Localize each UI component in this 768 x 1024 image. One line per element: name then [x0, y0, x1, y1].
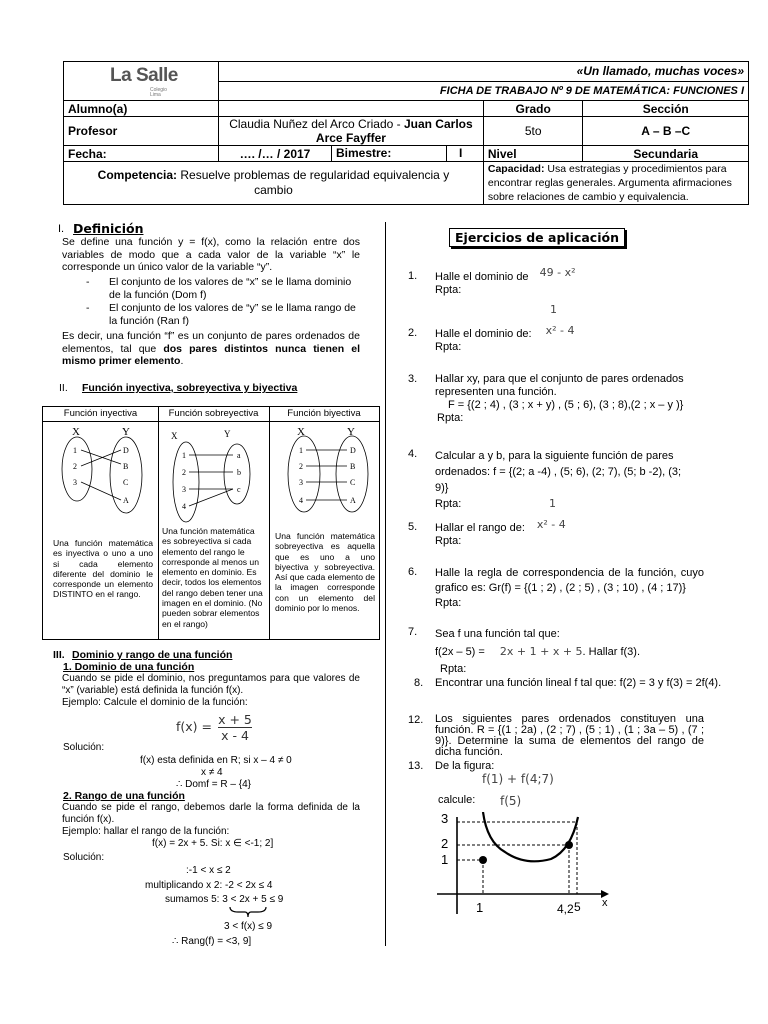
sec1-bullet-1: - El conjunto de los valores de “x” se le llama dominio de la función (Dom f): [86, 276, 352, 301]
svg-text:D: D: [123, 446, 129, 455]
set-y-label: Y: [122, 426, 130, 438]
sec1-p1: Se define una función y = f(x), como la relación entre dos variables de modo que a cada valor de la variable “x” le corresponde un único valor de la variable “y”.: [62, 236, 360, 273]
parabola-curve: [483, 812, 578, 861]
svg-text:A: A: [123, 496, 129, 505]
svg-text:3: 3: [73, 478, 77, 487]
svg-text:B: B: [350, 462, 356, 471]
ftype-head: Función sobreyectiva: [158, 407, 269, 422]
profesor-value: Claudia Nuñez del Arco Criado - Juan Carlos Arce Fayffer: [219, 117, 484, 146]
ftype-desc: Una función matemática sobreyectiva es aquella que es uno a uno biyectiva y sobreyectiva. Así que cada elemento de la imagen corresponde con un elemento del dominio por lo menos.: [275, 531, 375, 614]
svg-text:2: 2: [299, 462, 303, 471]
sec2-title: Función inyectiva, sobreyectiva y biyectiva: [82, 382, 298, 394]
column-divider: [385, 222, 386, 946]
ftype-desc: Una función matemática es inyectiva o uno a uno si cada elemento diferente del dominio le corresponde un elemento DISTINTO en el rango.: [53, 538, 153, 600]
sec2-num: II.: [59, 382, 68, 394]
motto: «Un llamado, muchas voces»: [219, 62, 749, 82]
solution-line-2: x ≠ 4: [201, 767, 223, 778]
seccion-label: Sección: [583, 101, 749, 117]
y-tick-3: 3: [441, 812, 449, 826]
sub2-title: 2. Rango de una función: [63, 790, 185, 802]
ftype-biyectiva: [269, 407, 379, 639]
ftype-inyectiva: [43, 407, 159, 639]
sec1-num: I.: [58, 223, 65, 235]
bimestre-label: Bimestre:: [332, 146, 447, 161]
svg-text:4: 4: [299, 496, 303, 505]
svg-text:c: c: [237, 485, 241, 494]
sub2-function: f(x) = 2x + 5. Si: x ∈ <-1; 2]: [152, 838, 274, 849]
sheet-title: FICHA DE TRABAJO Nº 9 DE MATEMÁTICA: FUNCIONES I: [219, 81, 749, 101]
range-step-4: 3 < f(x) ≤ 9: [224, 921, 273, 932]
header-table: [63, 61, 749, 205]
fecha-value[interactable]: …. /… / 2017: [219, 146, 332, 162]
sub2-p: Cuando se pide el rango, debemos darle la forma definida de la función f(x).: [62, 802, 360, 825]
x-tick-3: 5: [574, 900, 581, 914]
svg-text:X: X: [297, 426, 305, 438]
sec1-bullets: [86, 276, 360, 327]
solution-label-2: Solución:: [63, 852, 105, 863]
ftype-head: Función inyectiva: [43, 407, 158, 422]
bimestre-cell: [332, 146, 484, 162]
fecha-label: Fecha:: [64, 146, 219, 162]
svg-text:Y: Y: [224, 429, 231, 439]
alumno-label: Alumno(a): [64, 101, 219, 117]
grado-label: Grado: [483, 101, 583, 117]
y-tick-1: 1: [441, 852, 449, 867]
logo-cell: [64, 62, 219, 101]
seccion-value: A – B –C: [583, 117, 749, 146]
svg-text:3: 3: [182, 485, 186, 494]
svg-text:2: 2: [182, 468, 186, 477]
svg-text:A: A: [350, 496, 356, 505]
competencia-cell: Competencia: Resuelve problemas de regularidad equivalencia y cambio: [64, 162, 484, 205]
svg-text:2: 2: [73, 462, 77, 471]
function-types-table: [42, 406, 380, 640]
solution-line-3: ∴ Domf = R – {4}: [176, 779, 252, 790]
solution-label: Solución:: [63, 742, 105, 753]
sub2-example: Ejemplo: hallar el rango de la función:: [62, 826, 230, 837]
sec1-bullet-2: - El conjunto de los valores de “y” se le llama rango de la función (Ran f): [86, 302, 356, 327]
svg-text:1: 1: [299, 446, 303, 455]
svg-text:Y: Y: [347, 426, 355, 438]
sub1-p: Cuando se pide el dominio, nos preguntamos para que valores de “x” (variable) está definida la función f(x).: [62, 673, 360, 696]
y-tick-2: 2: [441, 836, 449, 851]
domain-ellipse: [62, 437, 92, 501]
sec1-p2: Es decir, una función “f” es un conjunto de pares ordenados de elementos, tal que dos pares distintos nunca tienen el mismo primer elemento.: [62, 330, 360, 367]
svg-text:1: 1: [73, 446, 77, 455]
svg-text:b: b: [237, 468, 241, 477]
logo: [68, 62, 214, 100]
logo-text: La Salle: [110, 65, 178, 86]
ftype-head: Función biyectiva: [269, 407, 379, 422]
bimestre-value: I: [459, 146, 463, 160]
sec3-title: Dominio y rango de una función: [72, 649, 233, 661]
svg-text:C: C: [123, 478, 129, 487]
svg-text:B: B: [123, 462, 129, 471]
injective-diagram: [49, 424, 149, 520]
surjective-diagram: [163, 427, 263, 527]
parabola-graph: [425, 812, 625, 922]
range-step-2: multiplicando x 2: -2 < 2x ≤ 4: [145, 880, 273, 891]
range-result: ∴ Rang(f) = <3, 9]: [172, 936, 252, 947]
sub1-title: 1. Dominio de una función: [63, 661, 195, 673]
sec3-num: III.: [53, 649, 65, 661]
svg-text:3: 3: [299, 478, 303, 487]
x-axis-label: x: [602, 897, 608, 909]
ftype-sobreyectiva: [158, 407, 270, 639]
x-tick-1: 1: [476, 900, 484, 915]
exercises-title: Ejercicios de aplicación: [449, 228, 625, 247]
point-1: [479, 856, 487, 864]
sec1-title: Definición: [73, 221, 144, 236]
brace-icon: [228, 905, 268, 919]
svg-text:C: C: [350, 478, 356, 487]
set-x-label: X: [72, 426, 80, 438]
logo-sub: Colegio Lima: [150, 87, 167, 98]
nivel-label: Nivel: [483, 146, 583, 162]
sub1-example: Ejemplo: Calcule el dominio de la función:: [62, 697, 248, 708]
x-tick-2: 4,2: [557, 902, 574, 916]
alumno-value[interactable]: [219, 101, 484, 117]
profesor-label: Profesor: [64, 117, 219, 146]
range-step-1: :-1 < x ≤ 2: [186, 865, 231, 876]
svg-text:X: X: [171, 431, 178, 441]
nivel-value: Secundaria: [583, 146, 749, 162]
grado-value: 5to: [483, 117, 583, 146]
svg-text:D: D: [350, 446, 356, 455]
svg-text:a: a: [237, 451, 241, 460]
svg-text:4: 4: [182, 502, 186, 511]
solution-line-1: f(x) esta definida en R; si x – 4 ≠ 0: [140, 755, 292, 766]
svg-text:1: 1: [182, 451, 186, 460]
ftype-desc: Una función matemática es sobreyectiva si cada elemento del rango le corresponde al menos un elemento en dominio. Es decir, todos los elementos del rango deben tener una imagen en el dominio. (No pueden sobrar elementos en el rango): [162, 526, 263, 629]
point-2: [565, 841, 573, 849]
bijective-diagram: [274, 424, 374, 520]
capacidad-cell: Capacidad: Usa estrategias y procedimientos para encontrar reglas generales. Argumenta afirmaciones sobre relaciones de cambio y equivalencia.: [483, 162, 748, 205]
range-step-3: sumamos 5: 3 < 2x + 5 ≤ 9: [165, 894, 284, 905]
